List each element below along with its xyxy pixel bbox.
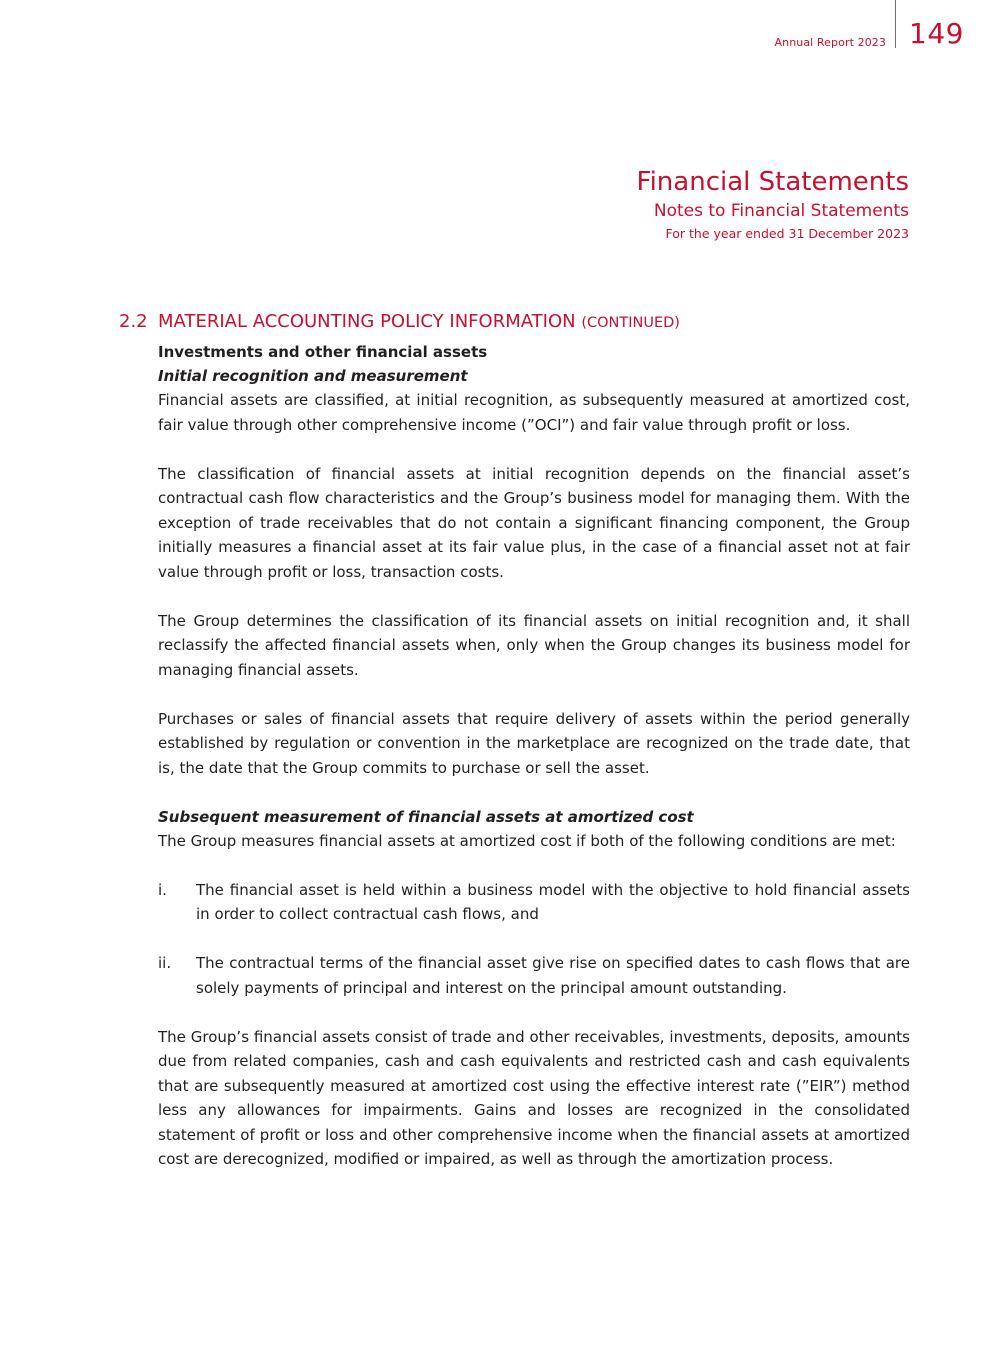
section-heading bbox=[119, 310, 680, 335]
paragraph: Financial assets are classified, at initial recognition, as subsequently measured at amortized cost, fair value through other comprehensive income (”OCI”) and fair value through profit or loss. bbox=[158, 391, 910, 434]
list-item bbox=[158, 878, 910, 927]
subheading-subsequent-measurement: Subsequent measurement of financial assets at amortized cost bbox=[158, 807, 694, 826]
page-header bbox=[0, 0, 1006, 60]
page-subtitle: Notes to Financial Statements bbox=[653, 201, 909, 221]
subheading-initial-recognition: Initial recognition and measurement bbox=[158, 367, 468, 385]
list-item-text: The financial asset is held within a business model with the objective to hold financial assets in order to collect contractual cash flows, and bbox=[196, 880, 910, 923]
list-item-text: The contractual terms of the financial asset give rise on specified dates to cash flows that are solely payments of principal and interest on the principal amount outstanding. bbox=[196, 954, 910, 997]
page-title: Financial Statements bbox=[636, 167, 909, 197]
list-item bbox=[158, 951, 910, 1000]
section-continued: (CONTINUED) bbox=[581, 315, 680, 331]
list-marker: ii. bbox=[158, 954, 172, 972]
page-number: 149 bbox=[909, 17, 964, 50]
subheading-investments: Investments and other financial assets bbox=[158, 343, 488, 361]
paragraph: Purchases or sales of financial assets that require delivery of assets within the period generally established by regulation or convention in the marketplace are recognized on the trade date, that is, the date that the Group commits to purchase or sell the asset. bbox=[158, 709, 910, 777]
title-block bbox=[637, 166, 909, 243]
document-body bbox=[158, 340, 910, 1172]
paragraph: The Group determines the classification of its financial assets on initial recognition and, it shall reclassify the affected financial assets when, only when the Group changes its business model for managing financial assets. bbox=[158, 611, 910, 679]
list-marker: i. bbox=[158, 880, 167, 899]
report-label: Annual Report 2023 bbox=[774, 36, 886, 49]
header-divider bbox=[895, 0, 896, 48]
section-number: 2.2 bbox=[119, 311, 148, 332]
paragraph: The classification of financial assets at initial recognition depends on the financial asset’s contractual cash flow characteristics and the Group’s business model for managing them. With the exception of trade receivables that do not contain a significant financing component, the Group initially measures a financial asset at its fair value plus, in the case of a financial asset not at fair value through profit or loss, transaction costs. bbox=[158, 464, 910, 581]
paragraph: The Group’s financial assets consist of trade and other receivables, investments, deposits, amounts due from related companies, cash and cash equivalents and restricted cash and cash equivalents that are subsequently measured at amortized cost using the effective interest rate (”EIR”) method less any allowances for impairments. Gains and losses are recognized in the consolidated statement of profit or loss and other comprehensive income when the financial assets at amortized cost are derecognized, modified or impaired, as well as through the amortization process. bbox=[158, 1027, 910, 1168]
reporting-period: For the year ended 31 December 2023 bbox=[665, 226, 909, 241]
section-title: MATERIAL ACCOUNTING POLICY INFORMATION bbox=[158, 311, 576, 332]
paragraph: The Group measures financial assets at amortized cost if both of the following conditions are met: bbox=[158, 831, 896, 850]
